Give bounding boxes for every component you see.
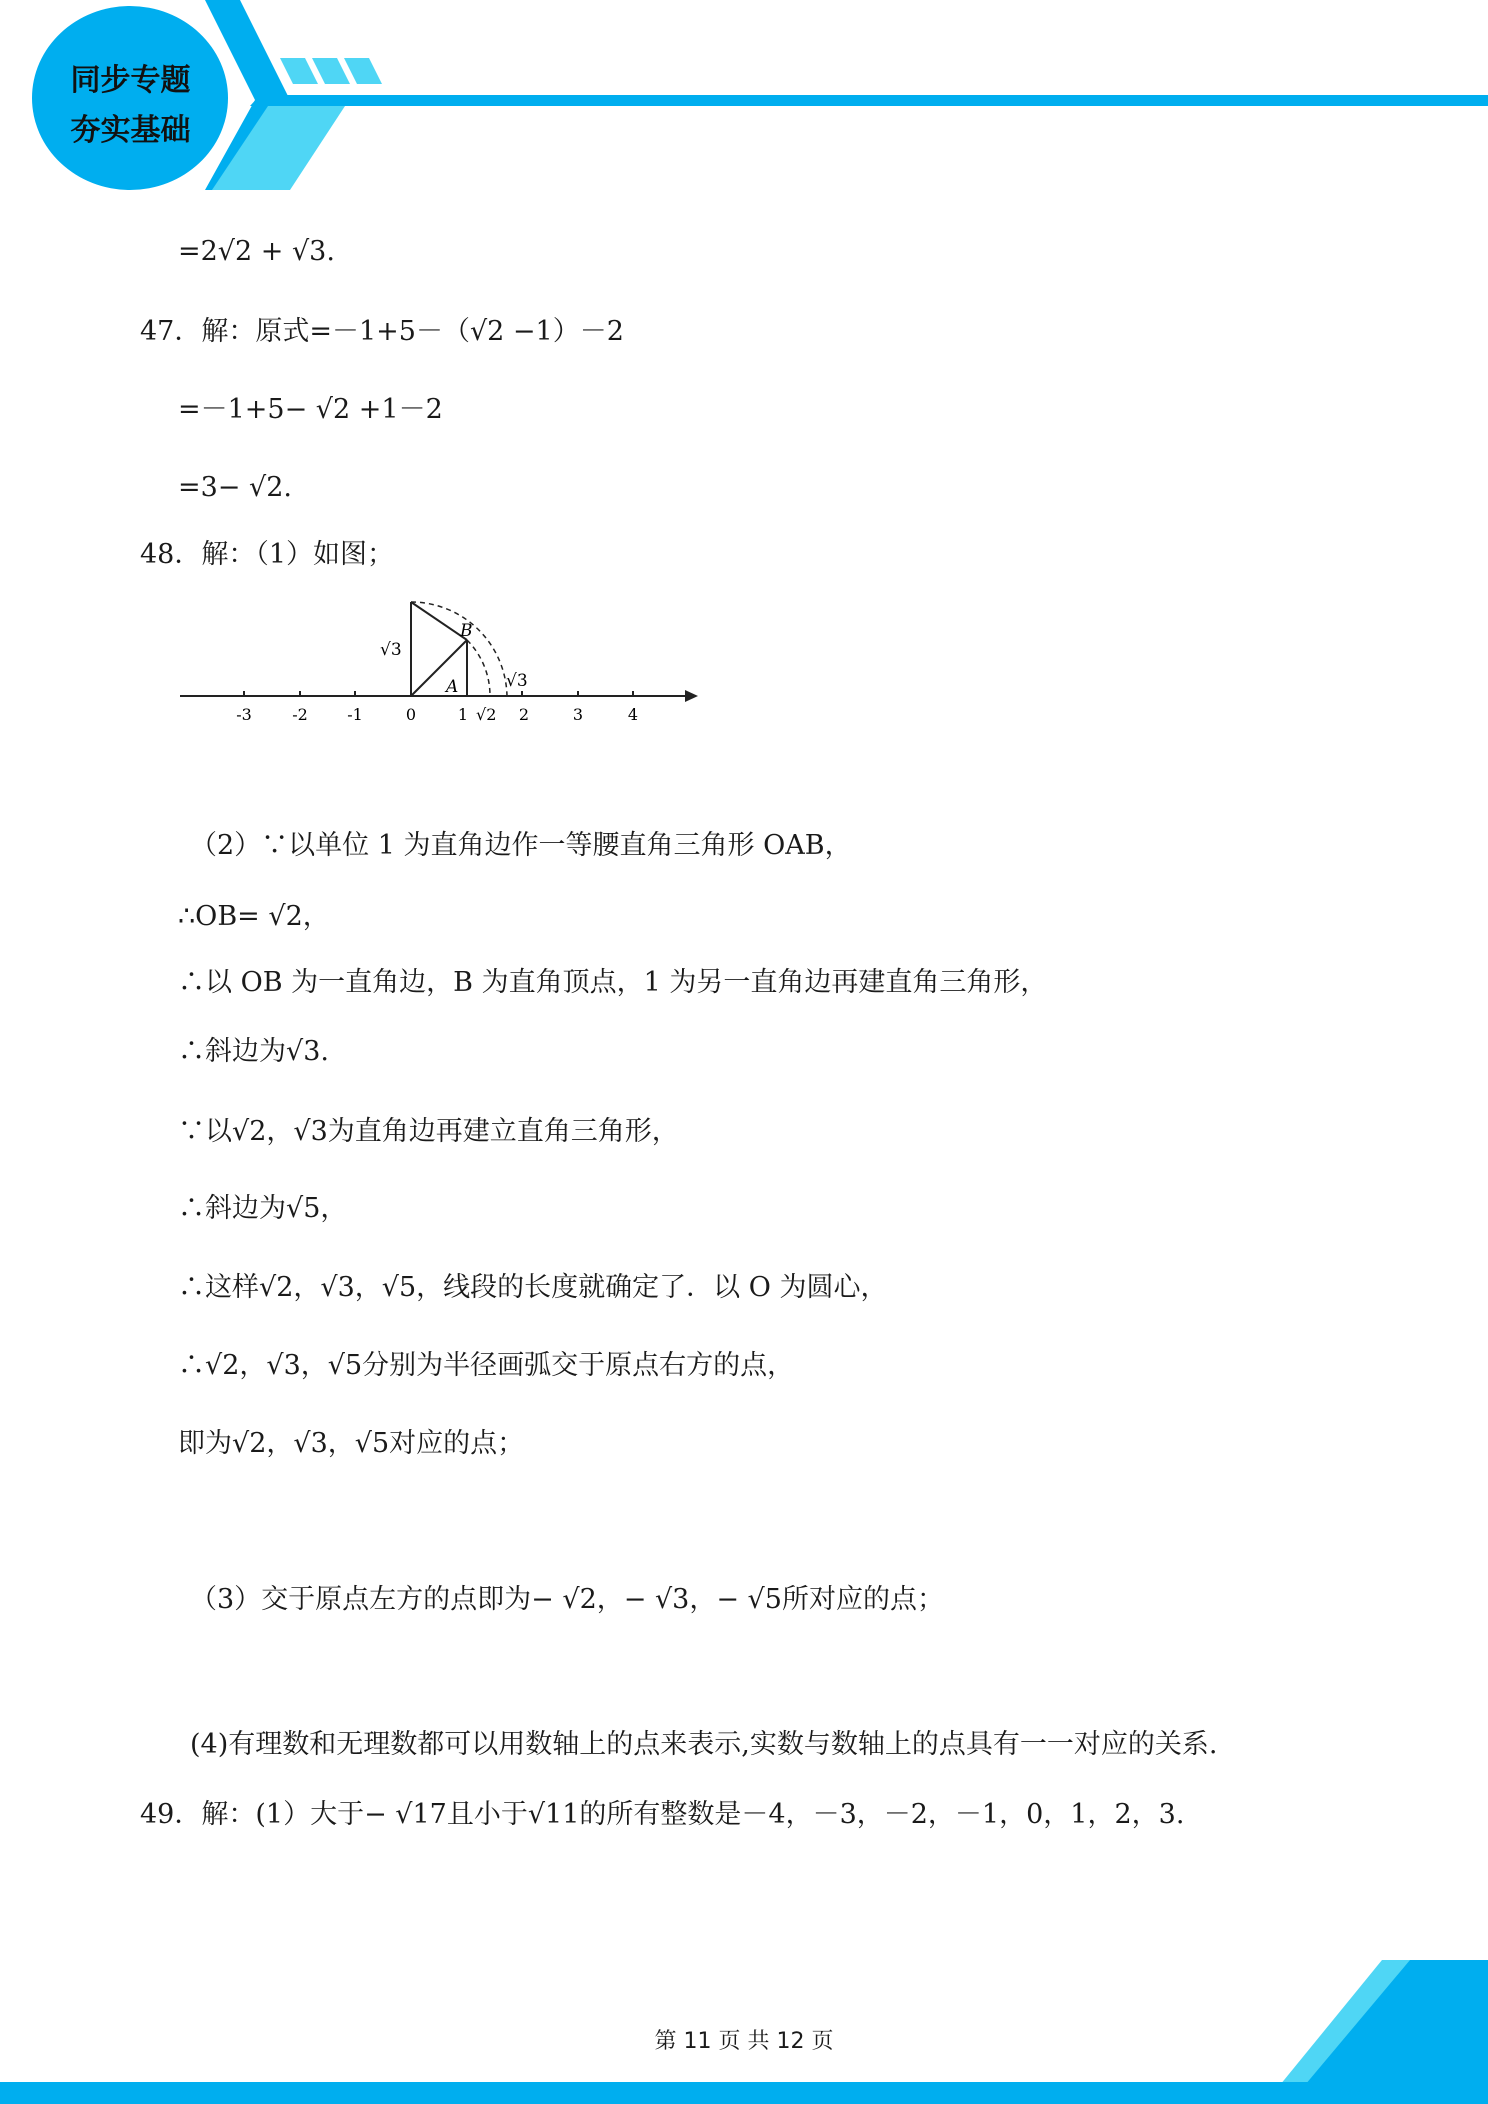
segment-OB	[411, 640, 467, 696]
tick-label: -2	[292, 705, 308, 724]
badge-line-1: 同步专题	[70, 62, 191, 98]
axis-arrow	[685, 690, 698, 702]
tick-label: -3	[236, 705, 252, 724]
text-line-15: （3）交于原点左方的点即为− √2，− √3，− √5所对应的点；	[190, 1584, 944, 1615]
text-line-14: 即为√2，√3，√5对应的点；	[178, 1428, 525, 1459]
text-line-9: ∴斜边为√3.	[178, 1036, 329, 1067]
text-line-11: ∴斜边为√5，	[178, 1193, 348, 1224]
text-line-7: ∴OB= √2，	[178, 901, 330, 932]
badge-line-2: 夯实基础	[70, 112, 191, 148]
tick-label: 4	[627, 705, 639, 724]
label-B: B	[460, 621, 473, 641]
text-line-1: =2√2 + √3.	[178, 236, 335, 267]
arc-sqrt2	[467, 640, 490, 696]
page-number: 第 11 页 共 12 页	[654, 2029, 834, 2054]
text-line-3: =－1+5− √2 +1－2	[178, 394, 443, 425]
tick-label: 2	[518, 705, 530, 724]
text-line-17: 49．解：(1）大于− √17且小于√11的所有整数是－4，－3，－2，－1，0，1，2，3.	[140, 1799, 1185, 1830]
label-sqrt3-vertical: √3	[380, 640, 402, 660]
label-sqrt2-axis: √2	[476, 705, 497, 724]
text-line-13: ∴√2，√3，√5分别为半径画弧交于原点右方的点，	[178, 1350, 795, 1381]
label-A: A	[446, 677, 459, 697]
text-line-10: ∵以√2，√3为直角边再建立直角三角形，	[178, 1116, 679, 1147]
tick-label: 0	[405, 705, 417, 724]
header-dash-1	[280, 58, 318, 84]
label-sqrt3-axis: √3	[506, 671, 528, 691]
header-dash-3	[344, 58, 382, 84]
text-line-16: (4)有理数和无理数都可以用数轴上的点来表示,实数与数轴上的点具有一一对应的关系.	[190, 1729, 1218, 1760]
text-line-6: （2）∵以单位 1 为直角边作一等腰直角三角形 OAB，	[190, 830, 852, 861]
number-line-figure	[180, 594, 700, 734]
text-line-2: 47．解：原式=－1+5－（√2 −1）－2	[140, 316, 624, 347]
text-line-8: ∴以 OB 为一直角边，B 为直角顶点，1 为另一直角边再建直角三角形，	[178, 967, 1048, 998]
header-badge	[33, 18, 228, 193]
header-stripe	[250, 95, 1488, 106]
footer-stripe	[0, 2082, 1488, 2104]
header-dash-2	[312, 58, 350, 84]
text-line-4: =3− √2.	[178, 472, 292, 503]
tick-label: -1	[347, 705, 363, 724]
text-line-12: ∴这样√2，√3，√5，线段的长度就确定了．以 O 为圆心，	[178, 1272, 888, 1303]
tick-label: 3	[572, 705, 584, 724]
segment-top-to-B	[411, 602, 467, 640]
tick-label: 1	[457, 705, 469, 724]
text-line-5: 48．解：（1）如图；	[140, 539, 395, 570]
